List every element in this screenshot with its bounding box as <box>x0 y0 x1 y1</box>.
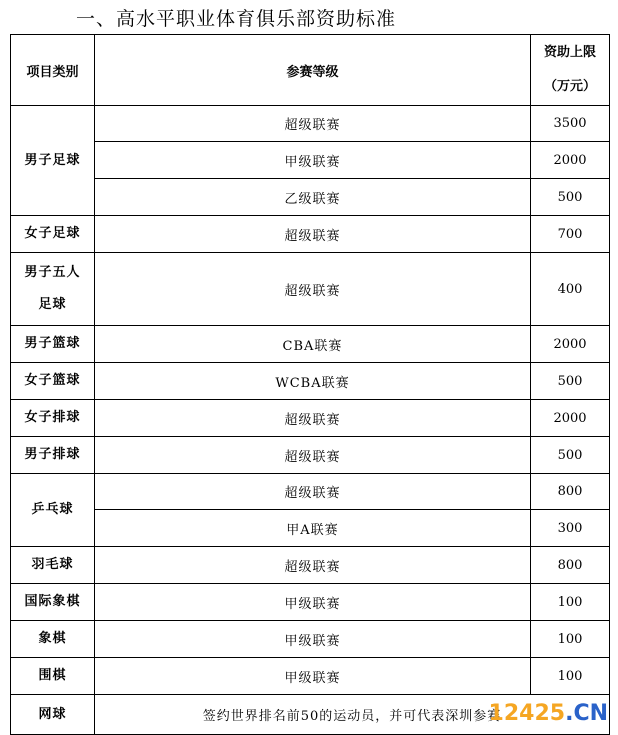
level-cell: 甲级联赛 <box>95 584 531 621</box>
level-cell: 超级联赛 <box>95 400 531 437</box>
amount-cell: 500 <box>531 363 610 400</box>
table-row <box>11 584 610 621</box>
note-cell: 签约世界排名前50的运动员，并可代表深圳参赛 <box>95 695 610 735</box>
category-cell: 女子排球 <box>11 400 95 437</box>
level-cell: 超级联赛 <box>95 437 531 474</box>
header-amount-line2: （万元） <box>543 79 596 94</box>
table-row <box>11 474 610 510</box>
amount-cell: 700 <box>531 216 610 253</box>
amount-cell: 100 <box>531 584 610 621</box>
amount-cell: 500 <box>531 179 610 216</box>
level-cell: 超级联赛 <box>95 253 531 326</box>
category-cell: 男子篮球 <box>11 326 95 363</box>
category-cell: 羽毛球 <box>11 547 95 584</box>
category-cell: 男子排球 <box>11 437 95 474</box>
table-row <box>11 437 610 474</box>
amount-cell: 800 <box>531 547 610 584</box>
category-cell: 女子篮球 <box>11 363 95 400</box>
amount-cell: 500 <box>531 437 610 474</box>
category-cell: 男子足球 <box>11 106 95 216</box>
category-cell: 围棋 <box>11 658 95 695</box>
table-row <box>11 658 610 695</box>
level-cell: 甲级联赛 <box>95 142 531 179</box>
header-amount-line1: 资助上限 <box>543 45 596 60</box>
amount-cell: 300 <box>531 510 610 547</box>
watermark-number: 12425 <box>488 701 566 726</box>
level-cell: 超级联赛 <box>95 547 531 584</box>
table-row <box>11 547 610 584</box>
category-line1: 男子五人 <box>24 265 81 280</box>
level-cell: 甲A联赛 <box>95 510 531 547</box>
category-cell <box>11 253 95 326</box>
table-row <box>11 510 610 547</box>
level-cell: 甲级联赛 <box>95 658 531 695</box>
table-header-row <box>11 35 610 106</box>
amount-cell: 2000 <box>531 326 610 363</box>
table-row <box>11 179 610 216</box>
table-row <box>11 216 610 253</box>
table-row <box>11 253 610 326</box>
category-cell: 网球 <box>11 695 95 735</box>
header-amount <box>531 35 610 106</box>
level-cell: 超级联赛 <box>95 474 531 510</box>
level-cell: 乙级联赛 <box>95 179 531 216</box>
watermark-dot: . <box>565 701 574 726</box>
subsidy-table <box>10 34 610 735</box>
watermark-suffix: CN <box>573 701 608 726</box>
category-cell: 乒乓球 <box>11 474 95 547</box>
watermark-logo <box>489 701 608 726</box>
table-row <box>11 142 610 179</box>
document-title: 一、高水平职业体育俱乐部资助标准 <box>76 8 397 30</box>
header-level: 参赛等级 <box>95 35 531 106</box>
level-cell: 超级联赛 <box>95 216 531 253</box>
category-line2: 足球 <box>38 297 67 312</box>
table-row <box>11 400 610 437</box>
level-cell: CBA联赛 <box>95 326 531 363</box>
category-cell: 女子足球 <box>11 216 95 253</box>
category-cell: 象棋 <box>11 621 95 658</box>
category-cell: 国际象棋 <box>11 584 95 621</box>
amount-cell: 2000 <box>531 400 610 437</box>
amount-cell: 100 <box>531 658 610 695</box>
amount-cell: 800 <box>531 474 610 510</box>
level-cell: 甲级联赛 <box>95 621 531 658</box>
table-row <box>11 363 610 400</box>
amount-cell: 3500 <box>531 106 610 142</box>
table-row <box>11 621 610 658</box>
level-cell: 超级联赛 <box>95 106 531 142</box>
header-category: 项目类别 <box>11 35 95 106</box>
amount-cell: 400 <box>531 253 610 326</box>
level-cell: WCBA联赛 <box>95 363 531 400</box>
amount-cell: 100 <box>531 621 610 658</box>
table-row <box>11 326 610 363</box>
amount-cell: 2000 <box>531 142 610 179</box>
table-row <box>11 106 610 142</box>
